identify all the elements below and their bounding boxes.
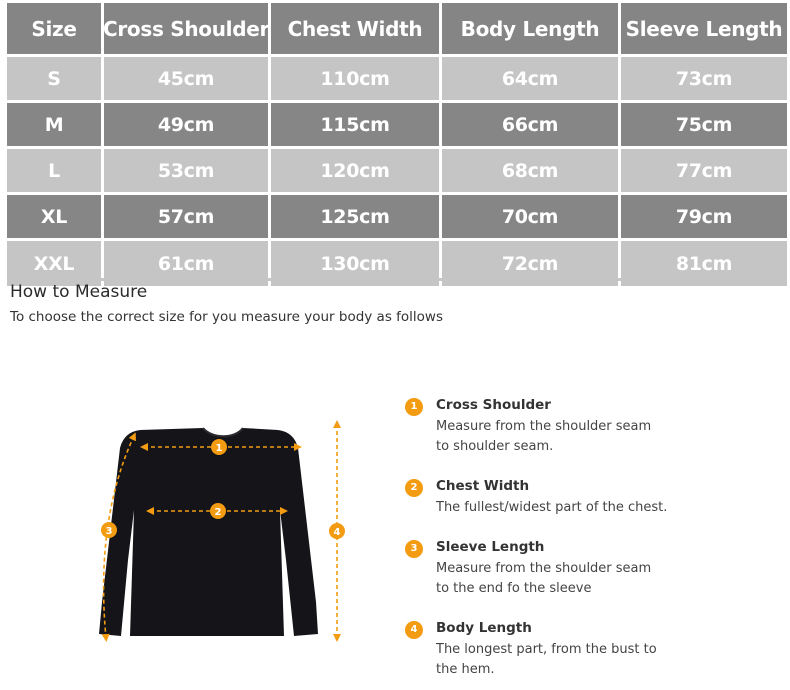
size-cell: XXL [7,241,101,286]
legend-description: Measure from the shoulder seam to the end fo the sleeve [436,561,652,596]
legend-title: Chest Width [436,478,530,494]
size-cell: L [7,149,101,192]
body-length-cell: 68cm [442,149,618,192]
header-cross-shoulder: Cross Shoulder [104,3,268,54]
header-sleeve-length: Sleeve Length [621,3,787,54]
sleeve-length-cell: 77cm [621,149,787,192]
header-size: Size [7,3,101,54]
legend-description: The fullest/widest part of the chest. [436,500,668,515]
svg-text:3: 3 [105,526,113,537]
marker-4 [329,523,345,539]
legend-title: Sleeve Length [436,539,545,555]
sleeve-length-cell: 81cm [621,241,787,286]
size-chart-table [7,3,781,281]
sleeve-length-cell: 75cm [621,103,787,146]
cross-shoulder-cell: 53cm [104,149,268,192]
marker-1 [211,439,227,455]
sweater-measurement-diagram [90,410,360,650]
legend-marker-3: 3 [405,540,423,558]
svg-text:4: 4 [333,527,341,538]
cross-shoulder-cell: 57cm [104,195,268,238]
legend-title: Body Length [436,620,532,636]
chest-width-cell: 120cm [271,149,439,192]
sleeve-length-cell: 73cm [621,57,787,100]
chest-width-cell: 110cm [271,57,439,100]
sleeve-length-cell: 79cm [621,195,787,238]
legend-marker-4: 4 [405,621,423,639]
svg-text:1: 1 [215,443,223,454]
cross-shoulder-cell: 49cm [104,103,268,146]
cross-shoulder-cell: 45cm [104,57,268,100]
cross-shoulder-cell: 61cm [104,241,268,286]
header-chest-width: Chest Width [271,3,439,54]
legend-marker-1: 1 [405,398,423,416]
size-cell: S [7,57,101,100]
how-to-measure-title: How to Measure [10,282,148,302]
marker-3 [101,522,117,538]
size-cell: M [7,103,101,146]
chest-width-cell: 130cm [271,241,439,286]
body-length-cell: 64cm [442,57,618,100]
marker-2 [210,503,226,519]
chest-width-cell: 125cm [271,195,439,238]
how-to-measure-subtitle: To choose the correct size for you measure your body as follows [10,309,443,325]
legend-marker-2: 2 [405,479,423,497]
chest-width-cell: 115cm [271,103,439,146]
body-length-cell: 70cm [442,195,618,238]
header-body-length: Body Length [442,3,618,54]
legend-description: Measure from the shoulder seam to shoulder seam. [436,419,652,454]
body-length-cell: 66cm [442,103,618,146]
legend-title: Cross Shoulder [436,397,551,413]
body-length-cell: 72cm [442,241,618,286]
size-cell: XL [7,195,101,238]
svg-text:2: 2 [214,507,222,518]
sweater-icon [99,428,318,636]
legend-description: The longest part, from the bust to the hem. [436,642,657,677]
